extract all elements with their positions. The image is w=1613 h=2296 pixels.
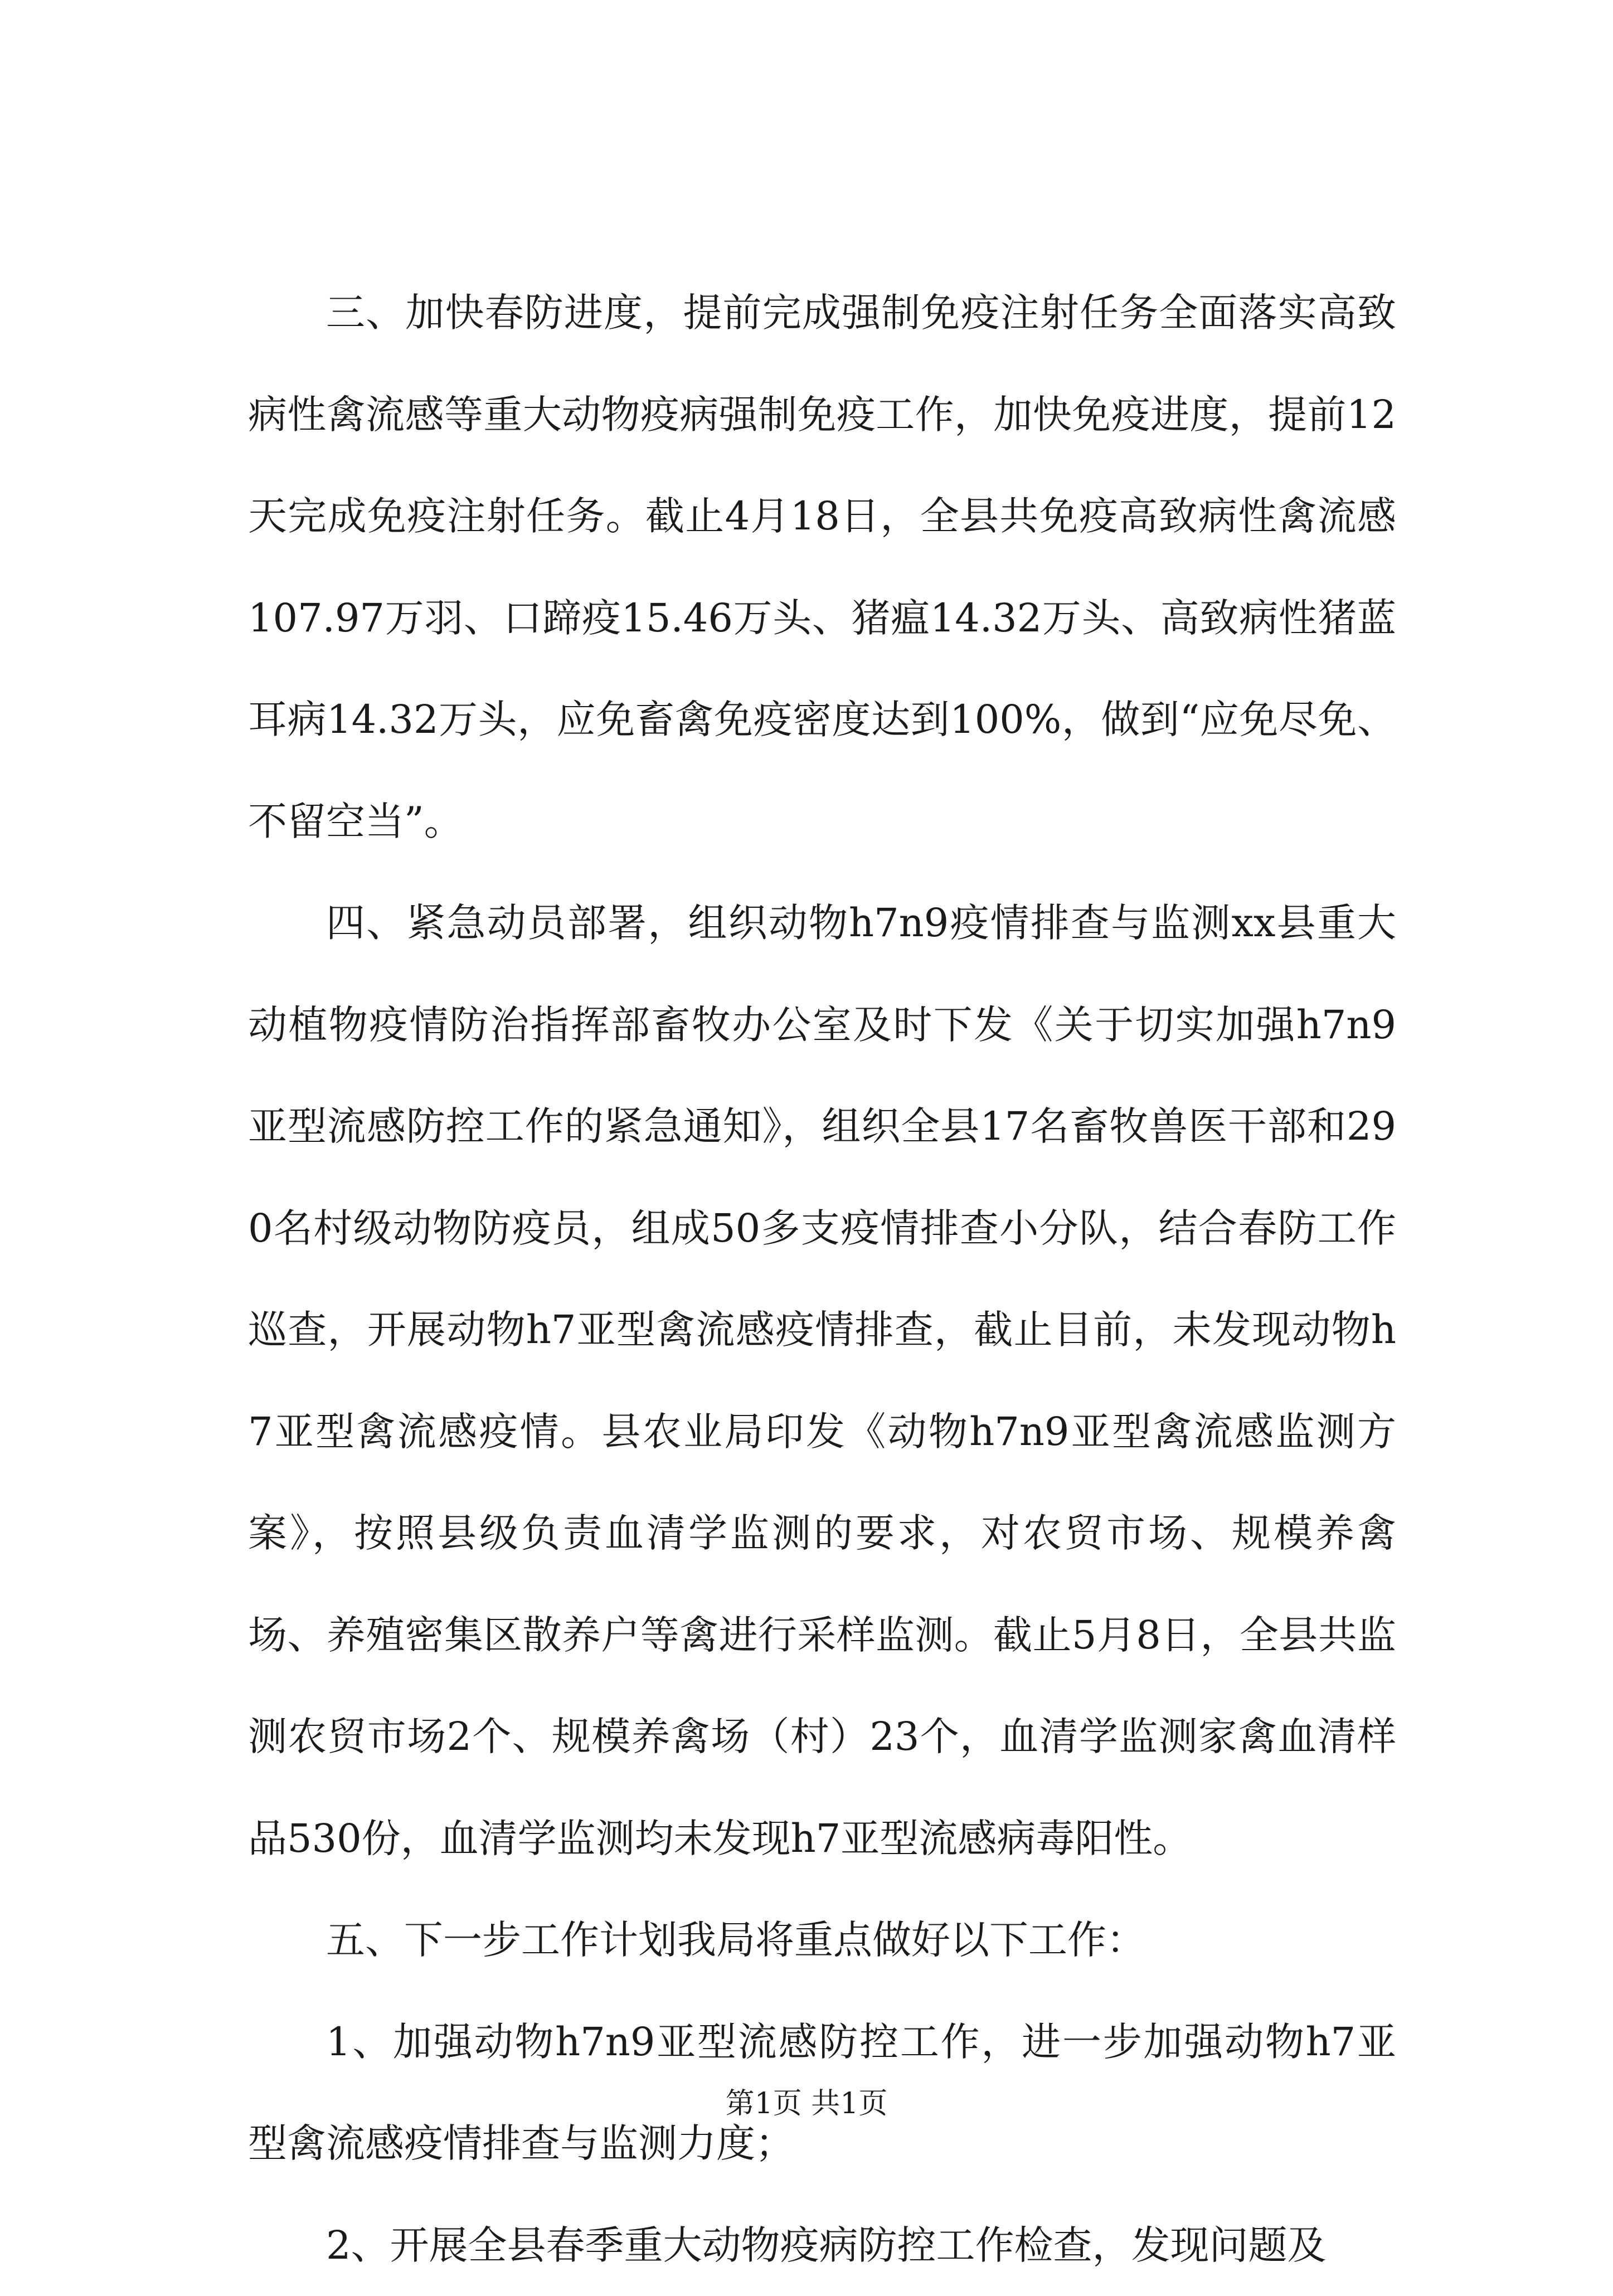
page-footer: 第1页 共1页 [0,2084,1613,2123]
paragraph-next-steps-heading: 五、下一步工作计划我局将重点做好以下工作： [248,1889,1396,1991]
document-body [248,262,1396,2296]
paragraph-spring-prevention: 三、加快春防进度，提前完成强制免疫注射任务全面落实高致病性禽流感等重大动物疫病强制免疫工作，加快免疫进度，提前12天完成免疫注射任务。截止4月18日，全县共免疫高致病性禽流感107.97万羽、口蹄疫15.46万头、猪瘟14.32万头、高致病性猪蓝耳病14.32万头，应免畜禽免疫密度达到100%，做到“应免尽免、不留空当”。 [248,262,1396,872]
paragraph-next-step-2: 2、开展全县春季重大动物疫病防控工作检查，发现问题及 [248,2195,1396,2296]
paragraph-next-step-1: 1、加强动物h7n9亚型流感防控工作，进一步加强动物h7亚型禽流感疫情排查与监测力度； [248,1991,1396,2195]
paragraph-h7n9-surveillance: 四、紧急动员部署，组织动物h7n9疫情排查与监测xx县重大动植物疫情防治指挥部畜牧办公室及时下发《关于切实加强h7n9亚型流感防控工作的紧急通知》，组织全县17名畜牧兽医干部和290名村级动物防疫员，组成50多支疫情排查小分队，结合春防工作巡查，开展动物h7亚型禽流感疫情排查，截止目前，未发现动物h7亚型禽流感疫情。县农业局印发《动物h7n9亚型禽流感监测方案》，按照县级负责血清学监测的要求，对农贸市场、规模养禽场、养殖密集区散养户等禽进行采样监测。截止5月8日，全县共监测农贸市场2个、规模养禽场（村）23个，血清学监测家禽血清样品530份，血清学监测均未发现h7亚型流感病毒阳性。 [248,872,1396,1889]
